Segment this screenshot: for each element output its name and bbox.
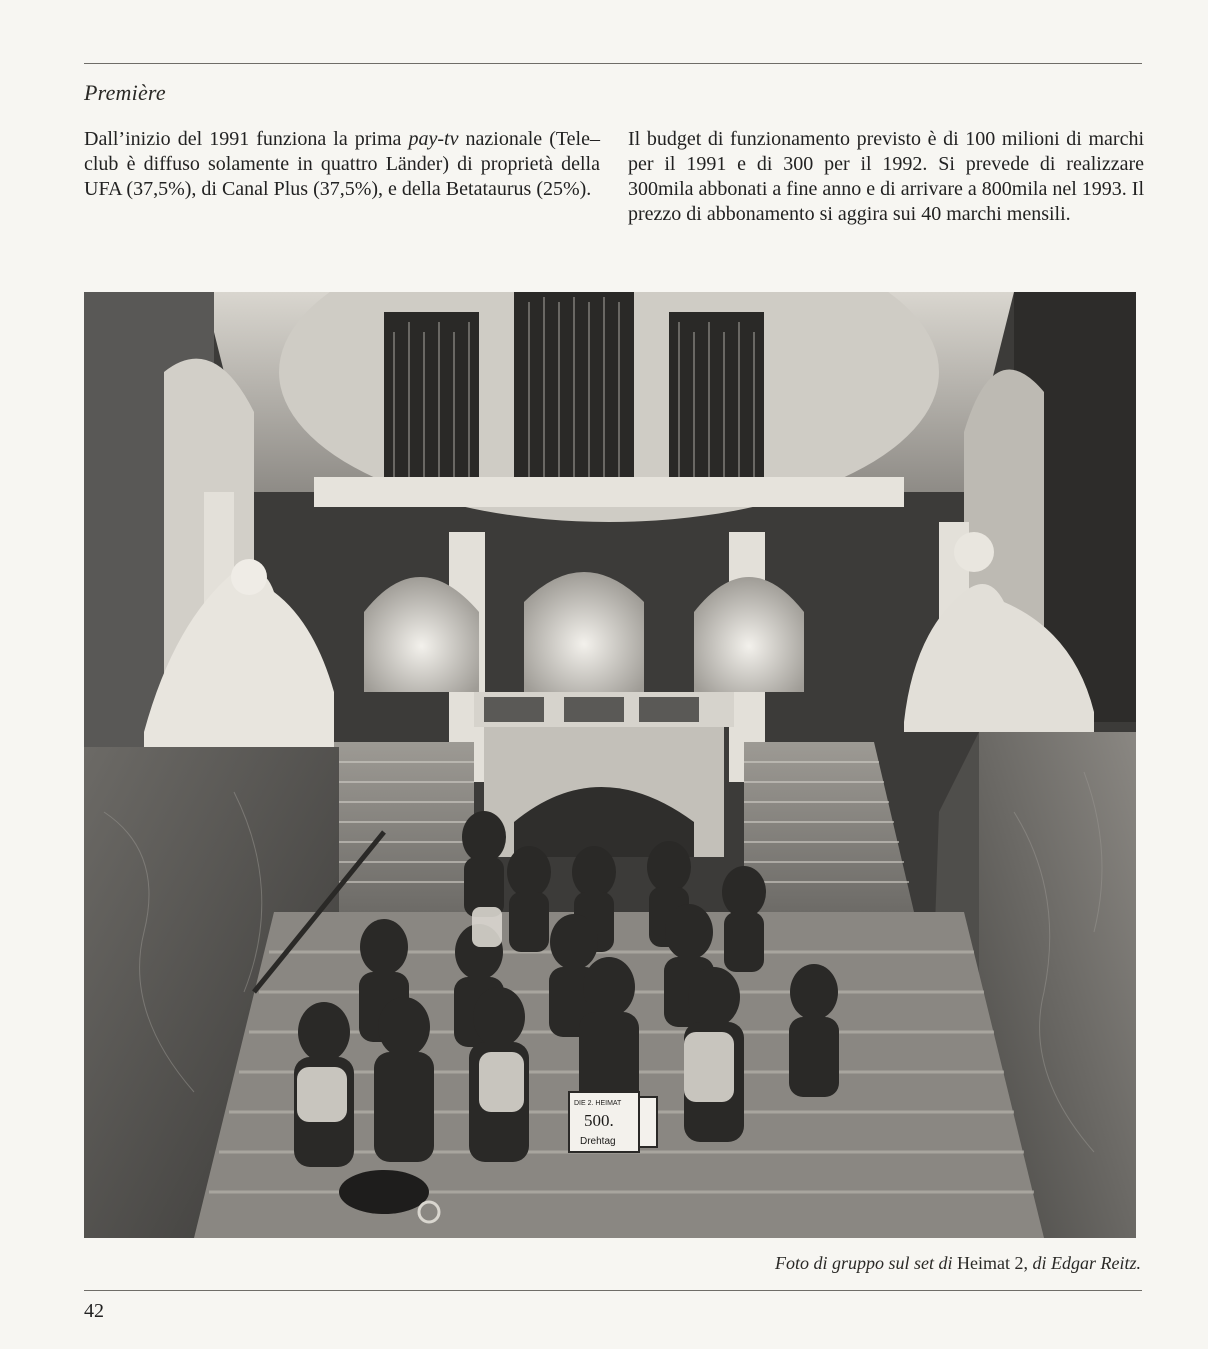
left-text-pre: Dall’inizio del 1991 funziona la prima (84, 128, 409, 150)
clapperboard-line2: 500. (584, 1111, 614, 1130)
article-right-column: Il budget di funzionamento previsto è di 100 milioni di marchi per il 1991 e di 300 per il 1992. Si prevede di realizzare 300mila abbonati a fine anno e di arrivare a 800mila nel 1993. Il prezzo di abbonamento si aggira sui 40 marchi mensili. (628, 128, 1144, 225)
left-text-emphasis: pay-tv (408, 128, 459, 150)
clapperboard (569, 1092, 657, 1152)
group-photo (84, 292, 1136, 1238)
section-title: Première (84, 80, 166, 105)
clapperboard-line3: Drehtag (580, 1136, 616, 1147)
photo-caption (775, 1253, 1141, 1274)
caption-part2: di Edgar Reitz. (1028, 1253, 1141, 1273)
page-number: 42 (84, 1300, 104, 1322)
article-left-column (84, 127, 600, 227)
caption-film-title: Heimat 2, (957, 1253, 1028, 1273)
caption-part1: Foto di gruppo sul set di (775, 1253, 958, 1273)
left-text-post: nazionale (Tele–club è diffuso solamente in quattro Länder) di proprietà della UFA (37,5%), di Canal Plus (37,5%), e della Betataurus (25%). (84, 128, 600, 200)
clapperboard-line1: DIE 2. HEIMAT (574, 1100, 622, 1107)
bottom-rule (84, 1290, 1142, 1291)
article-columns (84, 127, 1144, 227)
top-rule (84, 63, 1142, 64)
